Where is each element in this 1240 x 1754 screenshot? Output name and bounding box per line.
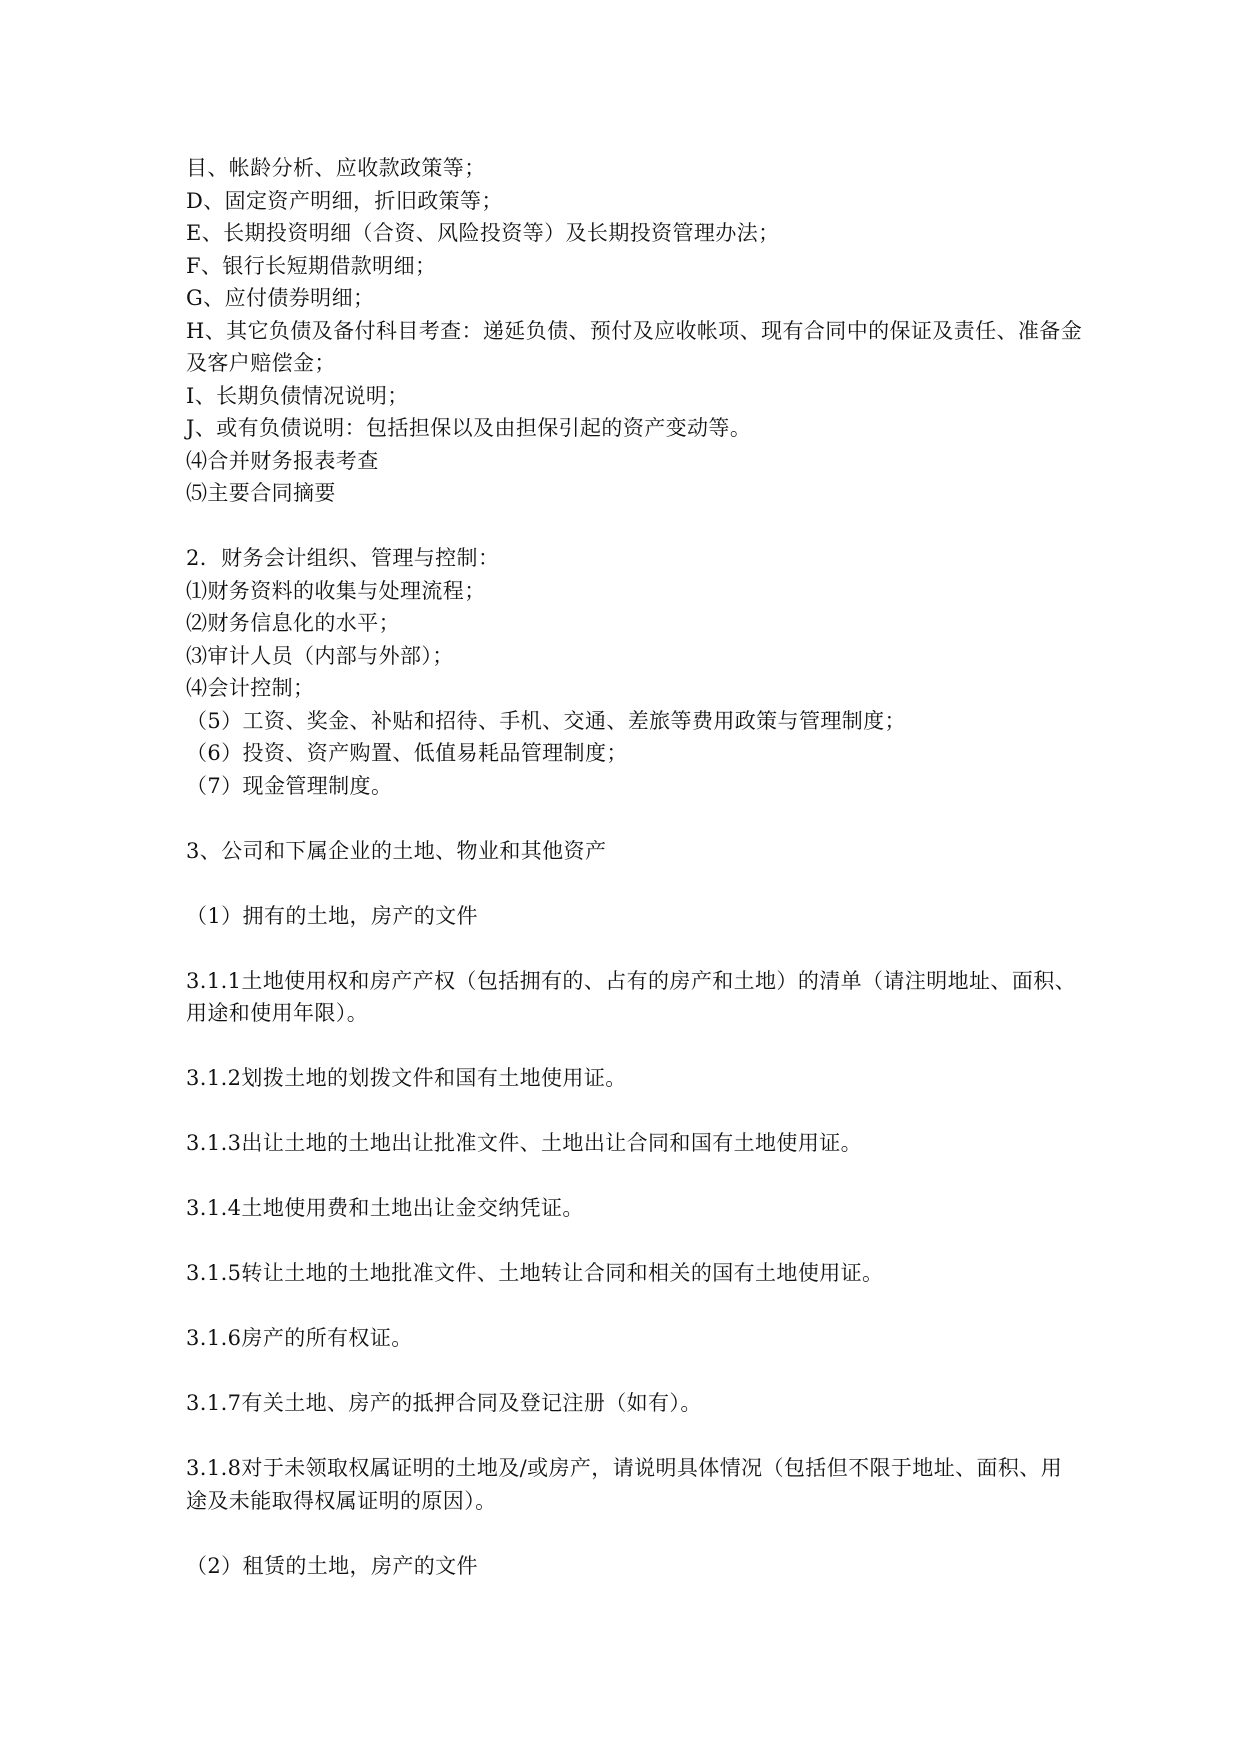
subsection-heading: （1）拥有的土地，房产的文件 (186, 903, 478, 928)
text-line: D、固定资产明细，折旧政策等； (186, 188, 503, 213)
section-heading: 3、公司和下属企业的土地、物业和其他资产 (186, 838, 607, 863)
text-line: 3.1.7有关土地、房产的抵押合同及登记注册（如有）。 (186, 1391, 702, 1415)
text-line: ⑵财务信息化的水平； (186, 611, 400, 635)
text-line: 及客户赔偿金； (186, 351, 336, 375)
text-line: G、应付债券明细； (186, 286, 375, 310)
text-line: 3.1.8对于未领取权属证明的土地及/或房产，请说明具体情况（包括但不限于地址、面积、用 (186, 1456, 1063, 1480)
blank-line (186, 1095, 1066, 1128)
text-line: 途及未能取得权属证明的原因）。 (186, 1488, 497, 1513)
blank-line (186, 510, 1066, 543)
blank-line (186, 802, 1066, 835)
blank-line (186, 1355, 1066, 1388)
text-line: 3.1.2划拨土地的划拨文件和国有土地使用证。 (186, 1066, 627, 1090)
text-line: E、长期投资明细（合资、风险投资等）及长期投资管理办法； (186, 221, 780, 245)
text-line: （7）现金管理制度。 (186, 773, 393, 798)
text-line: 3.1.5转让土地的土地批准文件、土地转让合同和相关的国有土地使用证。 (186, 1261, 884, 1285)
text-line: J、或有负债说明：包括担保以及由担保引起的资产变动等。 (186, 416, 752, 440)
section-heading: 2．财务会计组织、管理与控制： (186, 546, 500, 570)
text-line: （6）投资、资产购置、低值易耗品管理制度； (186, 741, 628, 765)
document-page (186, 152, 1083, 1582)
text-line: 3.1.1土地使用权和房产产权（包括拥有的、占有的房产和土地）的清单（请注明地址、面积、 (186, 968, 1077, 993)
blank-line (186, 1420, 1066, 1453)
text-line: ⑷合并财务报表考查 (186, 448, 379, 473)
text-line: F、银行长短期借款明细； (186, 253, 437, 278)
text-line: 3.1.4土地使用费和土地出让金交纳凭证。 (186, 1196, 584, 1220)
blank-line (186, 1225, 1066, 1258)
text-line: H、其它负债及备付科目考查：递延负债、预付及应收帐项、现有合同中的保证及责任、准备金 (186, 318, 1083, 343)
text-line: 3.1.3出让土地的土地出让批准文件、土地出让合同和国有土地使用证。 (186, 1131, 863, 1155)
text-line: 用途和使用年限）。 (186, 1001, 369, 1025)
text-line: ⑶审计人员（内部与外部）； (186, 643, 454, 668)
text-line: ⑷会计控制； (186, 676, 315, 700)
blank-line (186, 1290, 1066, 1323)
text-line: 目、帐龄分析、应收款政策等； (186, 156, 486, 180)
text-line: （5）工资、奖金、补贴和招待、手机、交通、差旅等费用政策与管理制度； (186, 708, 906, 733)
blank-line (186, 1517, 1066, 1550)
text-line: ⑴财务资料的收集与处理流程； (186, 578, 486, 603)
blank-line (186, 1160, 1066, 1193)
text-line: 3.1.6房产的所有权证。 (186, 1326, 413, 1350)
blank-line (186, 932, 1066, 965)
text-line: ⑸主要合同摘要 (186, 481, 336, 505)
subsection-heading: （2）租赁的土地，房产的文件 (186, 1553, 478, 1578)
text-line: I、长期负债情况说明； (186, 383, 409, 408)
blank-line (186, 1030, 1066, 1063)
blank-line (186, 867, 1066, 900)
